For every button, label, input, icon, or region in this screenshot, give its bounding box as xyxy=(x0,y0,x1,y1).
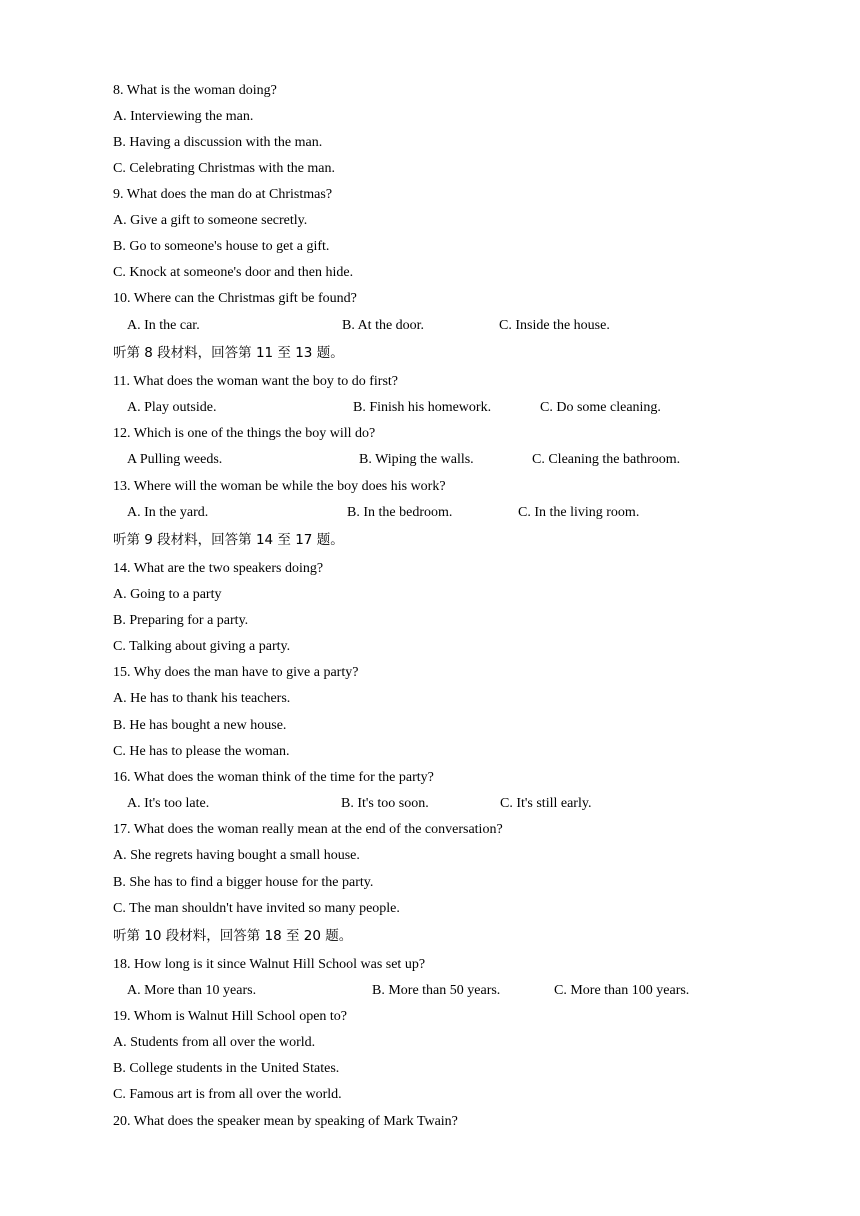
section-9-heading: 听第 9 段材料，回答第 14 至 17 题。 xyxy=(113,532,344,548)
option-14a: A. Going to a party xyxy=(113,587,222,602)
option-10b: B. At the door. xyxy=(342,318,425,333)
option-12b: B. Wiping the walls. xyxy=(359,452,474,467)
option-9a: A. Give a gift to someone secretly. xyxy=(113,213,308,228)
option-13c: C. In the living room. xyxy=(518,505,640,520)
question-18: 18. How long is it since Walnut Hill School was set up? xyxy=(113,957,426,972)
option-12a: A Pulling weeds. xyxy=(127,452,223,467)
option-15b: B. He has bought a new house. xyxy=(113,718,287,733)
option-10c: C. Inside the house. xyxy=(499,318,610,333)
option-16a: A. It's too late. xyxy=(127,796,210,811)
question-12: 12. Which is one of the things the boy will do? xyxy=(113,426,376,441)
option-13a: A. In the yard. xyxy=(127,505,209,520)
option-9c: C. Knock at someone's door and then hide. xyxy=(113,265,354,280)
option-18a: A. More than 10 years. xyxy=(127,983,257,998)
option-11a: A. Play outside. xyxy=(127,400,217,415)
option-8a: A. Interviewing the man. xyxy=(113,109,254,124)
option-19b: B. College students in the United States. xyxy=(113,1061,340,1076)
option-12c: C. Cleaning the bathroom. xyxy=(532,452,681,467)
question-10: 10. Where can the Christmas gift be found? xyxy=(113,291,357,306)
option-18b: B. More than 50 years. xyxy=(372,983,501,998)
question-20: 20. What does the speaker mean by speaking of Mark Twain? xyxy=(113,1114,458,1129)
section-8-heading: 听第 8 段材料，回答第 11 至 13 题。 xyxy=(113,345,344,361)
option-17a: A. She regrets having bought a small house. xyxy=(113,848,360,863)
option-15c: C. He has to please the woman. xyxy=(113,744,290,759)
option-10a: A. In the car. xyxy=(127,318,200,333)
option-16b: B. It's too soon. xyxy=(341,796,429,811)
question-17: 17. What does the woman really mean at the end of the conversation? xyxy=(113,822,503,837)
question-15: 15. Why does the man have to give a party? xyxy=(113,665,359,680)
option-19c: C. Famous art is from all over the world. xyxy=(113,1087,342,1102)
option-9b: B. Go to someone's house to get a gift. xyxy=(113,239,330,254)
option-19a: A. Students from all over the world. xyxy=(113,1035,316,1050)
question-11: 11. What does the woman want the boy to do first? xyxy=(113,374,398,389)
option-17b: B. She has to find a bigger house for the party. xyxy=(113,875,374,890)
question-14: 14. What are the two speakers doing? xyxy=(113,561,324,576)
question-8: 8. What is the woman doing? xyxy=(113,83,277,98)
option-13b: B. In the bedroom. xyxy=(347,505,453,520)
option-14c: C. Talking about giving a party. xyxy=(113,639,291,654)
option-18c: C. More than 100 years. xyxy=(554,983,690,998)
option-8b: B. Having a discussion with the man. xyxy=(113,135,323,150)
section-10-heading: 听第 10 段材料，回答第 18 至 20 题。 xyxy=(113,928,353,944)
question-19: 19. Whom is Walnut Hill School open to? xyxy=(113,1009,348,1024)
option-16c: C. It's still early. xyxy=(500,796,592,811)
option-17c: C. The man shouldn't have invited so many people. xyxy=(113,901,400,916)
option-14b: B. Preparing for a party. xyxy=(113,613,249,628)
option-11c: C. Do some cleaning. xyxy=(540,400,661,415)
question-13: 13. Where will the woman be while the boy does his work? xyxy=(113,479,446,494)
option-11b: B. Finish his homework. xyxy=(353,400,492,415)
question-16: 16. What does the woman think of the time for the party? xyxy=(113,770,434,785)
question-9: 9. What does the man do at Christmas? xyxy=(113,187,333,202)
option-15a: A. He has to thank his teachers. xyxy=(113,691,291,706)
option-8c: C. Celebrating Christmas with the man. xyxy=(113,161,336,176)
